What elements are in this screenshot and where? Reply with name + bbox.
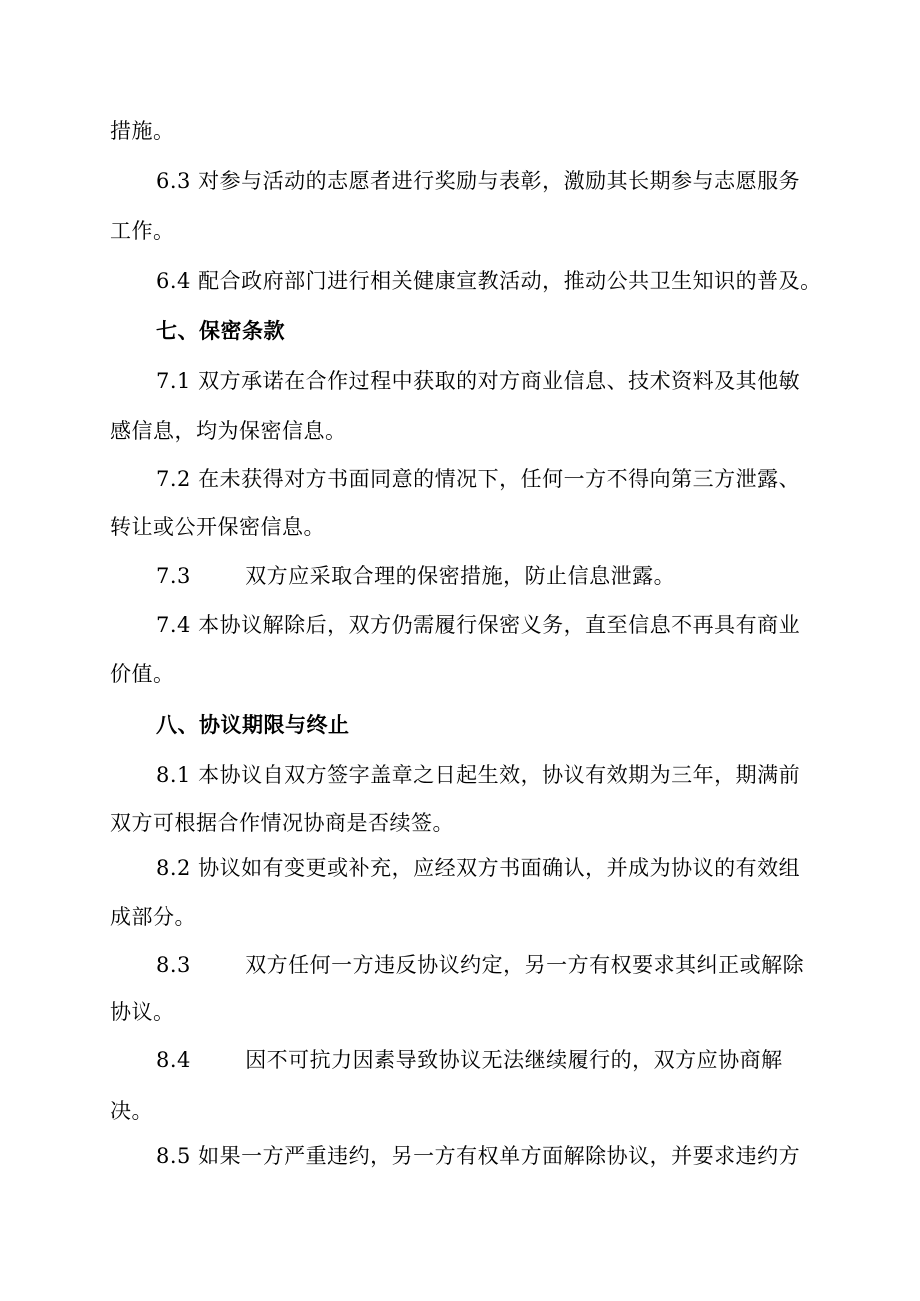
clause-text: 本协议解除后，双方仍需履行保密义务，直至信息不再具有商业 bbox=[198, 613, 801, 637]
clause-number: 8.4 bbox=[156, 1048, 191, 1072]
paragraph-line bbox=[110, 659, 175, 689]
clause-6-4 bbox=[156, 266, 822, 296]
clause-7-3 bbox=[156, 561, 675, 591]
clause-number: 8.2 bbox=[156, 856, 191, 880]
section-heading-7 bbox=[156, 316, 285, 346]
paragraph-line bbox=[110, 808, 454, 838]
paragraph-line bbox=[110, 416, 347, 446]
clause-text: 如果一方严重违约，另一方有权单方面解除协议，并要求违约方 bbox=[198, 1144, 801, 1168]
clause-text: 双方应采取合理的保密措施，防止信息泄露。 bbox=[245, 564, 676, 588]
clause-text: 双方承诺在合作过程中获取的对方商业信息、技术资料及其他敏 bbox=[198, 369, 801, 393]
line-text: 价值。 bbox=[110, 662, 175, 686]
line-text: 决。 bbox=[110, 1099, 153, 1123]
clause-number: 6.3 bbox=[156, 169, 191, 193]
line-text: 感信息，均为保密信息。 bbox=[110, 419, 347, 443]
clause-number: 7.1 bbox=[156, 369, 191, 393]
clause-number: 8.5 bbox=[156, 1144, 191, 1168]
line-text: 工作。 bbox=[110, 219, 175, 243]
clause-7-4 bbox=[156, 610, 800, 640]
clause-text: 对参与活动的志愿者进行奖励与表彰，激励其长期参与志愿服务 bbox=[198, 169, 801, 193]
clause-text: 配合政府部门进行相关健康宣教活动，推动公共卫生知识的普及。 bbox=[198, 269, 822, 293]
line-text: 转让或公开保密信息。 bbox=[110, 515, 325, 539]
line-text: 双方可根据合作情况协商是否续签。 bbox=[110, 811, 454, 835]
clause-text: 双方任何一方违反协议约定，另一方有权要求其纠正或解除 bbox=[245, 953, 805, 977]
paragraph-line bbox=[110, 997, 175, 1027]
clause-number: 8.1 bbox=[156, 763, 191, 787]
clause-text: 在未获得对方书面同意的情况下，任何一方不得向第三方泄露、 bbox=[198, 467, 801, 491]
section-heading-8 bbox=[156, 710, 350, 740]
line-text: 协议。 bbox=[110, 1000, 175, 1024]
clause-number: 8.3 bbox=[156, 953, 191, 977]
paragraph-line bbox=[110, 116, 175, 146]
paragraph-line bbox=[110, 1096, 153, 1126]
clause-text: 本协议自双方签字盖章之日起生效，协议有效期为三年，期满前 bbox=[198, 763, 801, 787]
clause-6-3 bbox=[156, 166, 800, 196]
clause-7-1 bbox=[156, 366, 800, 396]
heading-text: 八、协议期限与终止 bbox=[156, 712, 350, 737]
clause-7-2 bbox=[156, 464, 800, 494]
line-text: 措施。 bbox=[110, 119, 175, 143]
clause-number: 7.3 bbox=[156, 564, 191, 588]
line-text: 成部分。 bbox=[110, 905, 196, 929]
clause-8-3 bbox=[156, 950, 804, 980]
clause-number: 6.4 bbox=[156, 269, 191, 293]
clause-8-1 bbox=[156, 760, 800, 790]
clause-text: 协议如有变更或补充，应经双方书面确认，并成为协议的有效组 bbox=[198, 856, 801, 880]
heading-text: 七、保密条款 bbox=[156, 318, 285, 343]
clause-text: 因不可抗力因素导致协议无法继续履行的，双方应协商解 bbox=[245, 1048, 783, 1072]
clause-number: 7.2 bbox=[156, 467, 191, 491]
paragraph-line bbox=[110, 512, 325, 542]
paragraph-line bbox=[110, 216, 175, 246]
clause-number: 7.4 bbox=[156, 613, 191, 637]
clause-8-4 bbox=[156, 1045, 783, 1075]
clause-8-2 bbox=[156, 853, 800, 883]
paragraph-line bbox=[110, 902, 196, 932]
clause-8-5 bbox=[156, 1141, 800, 1171]
